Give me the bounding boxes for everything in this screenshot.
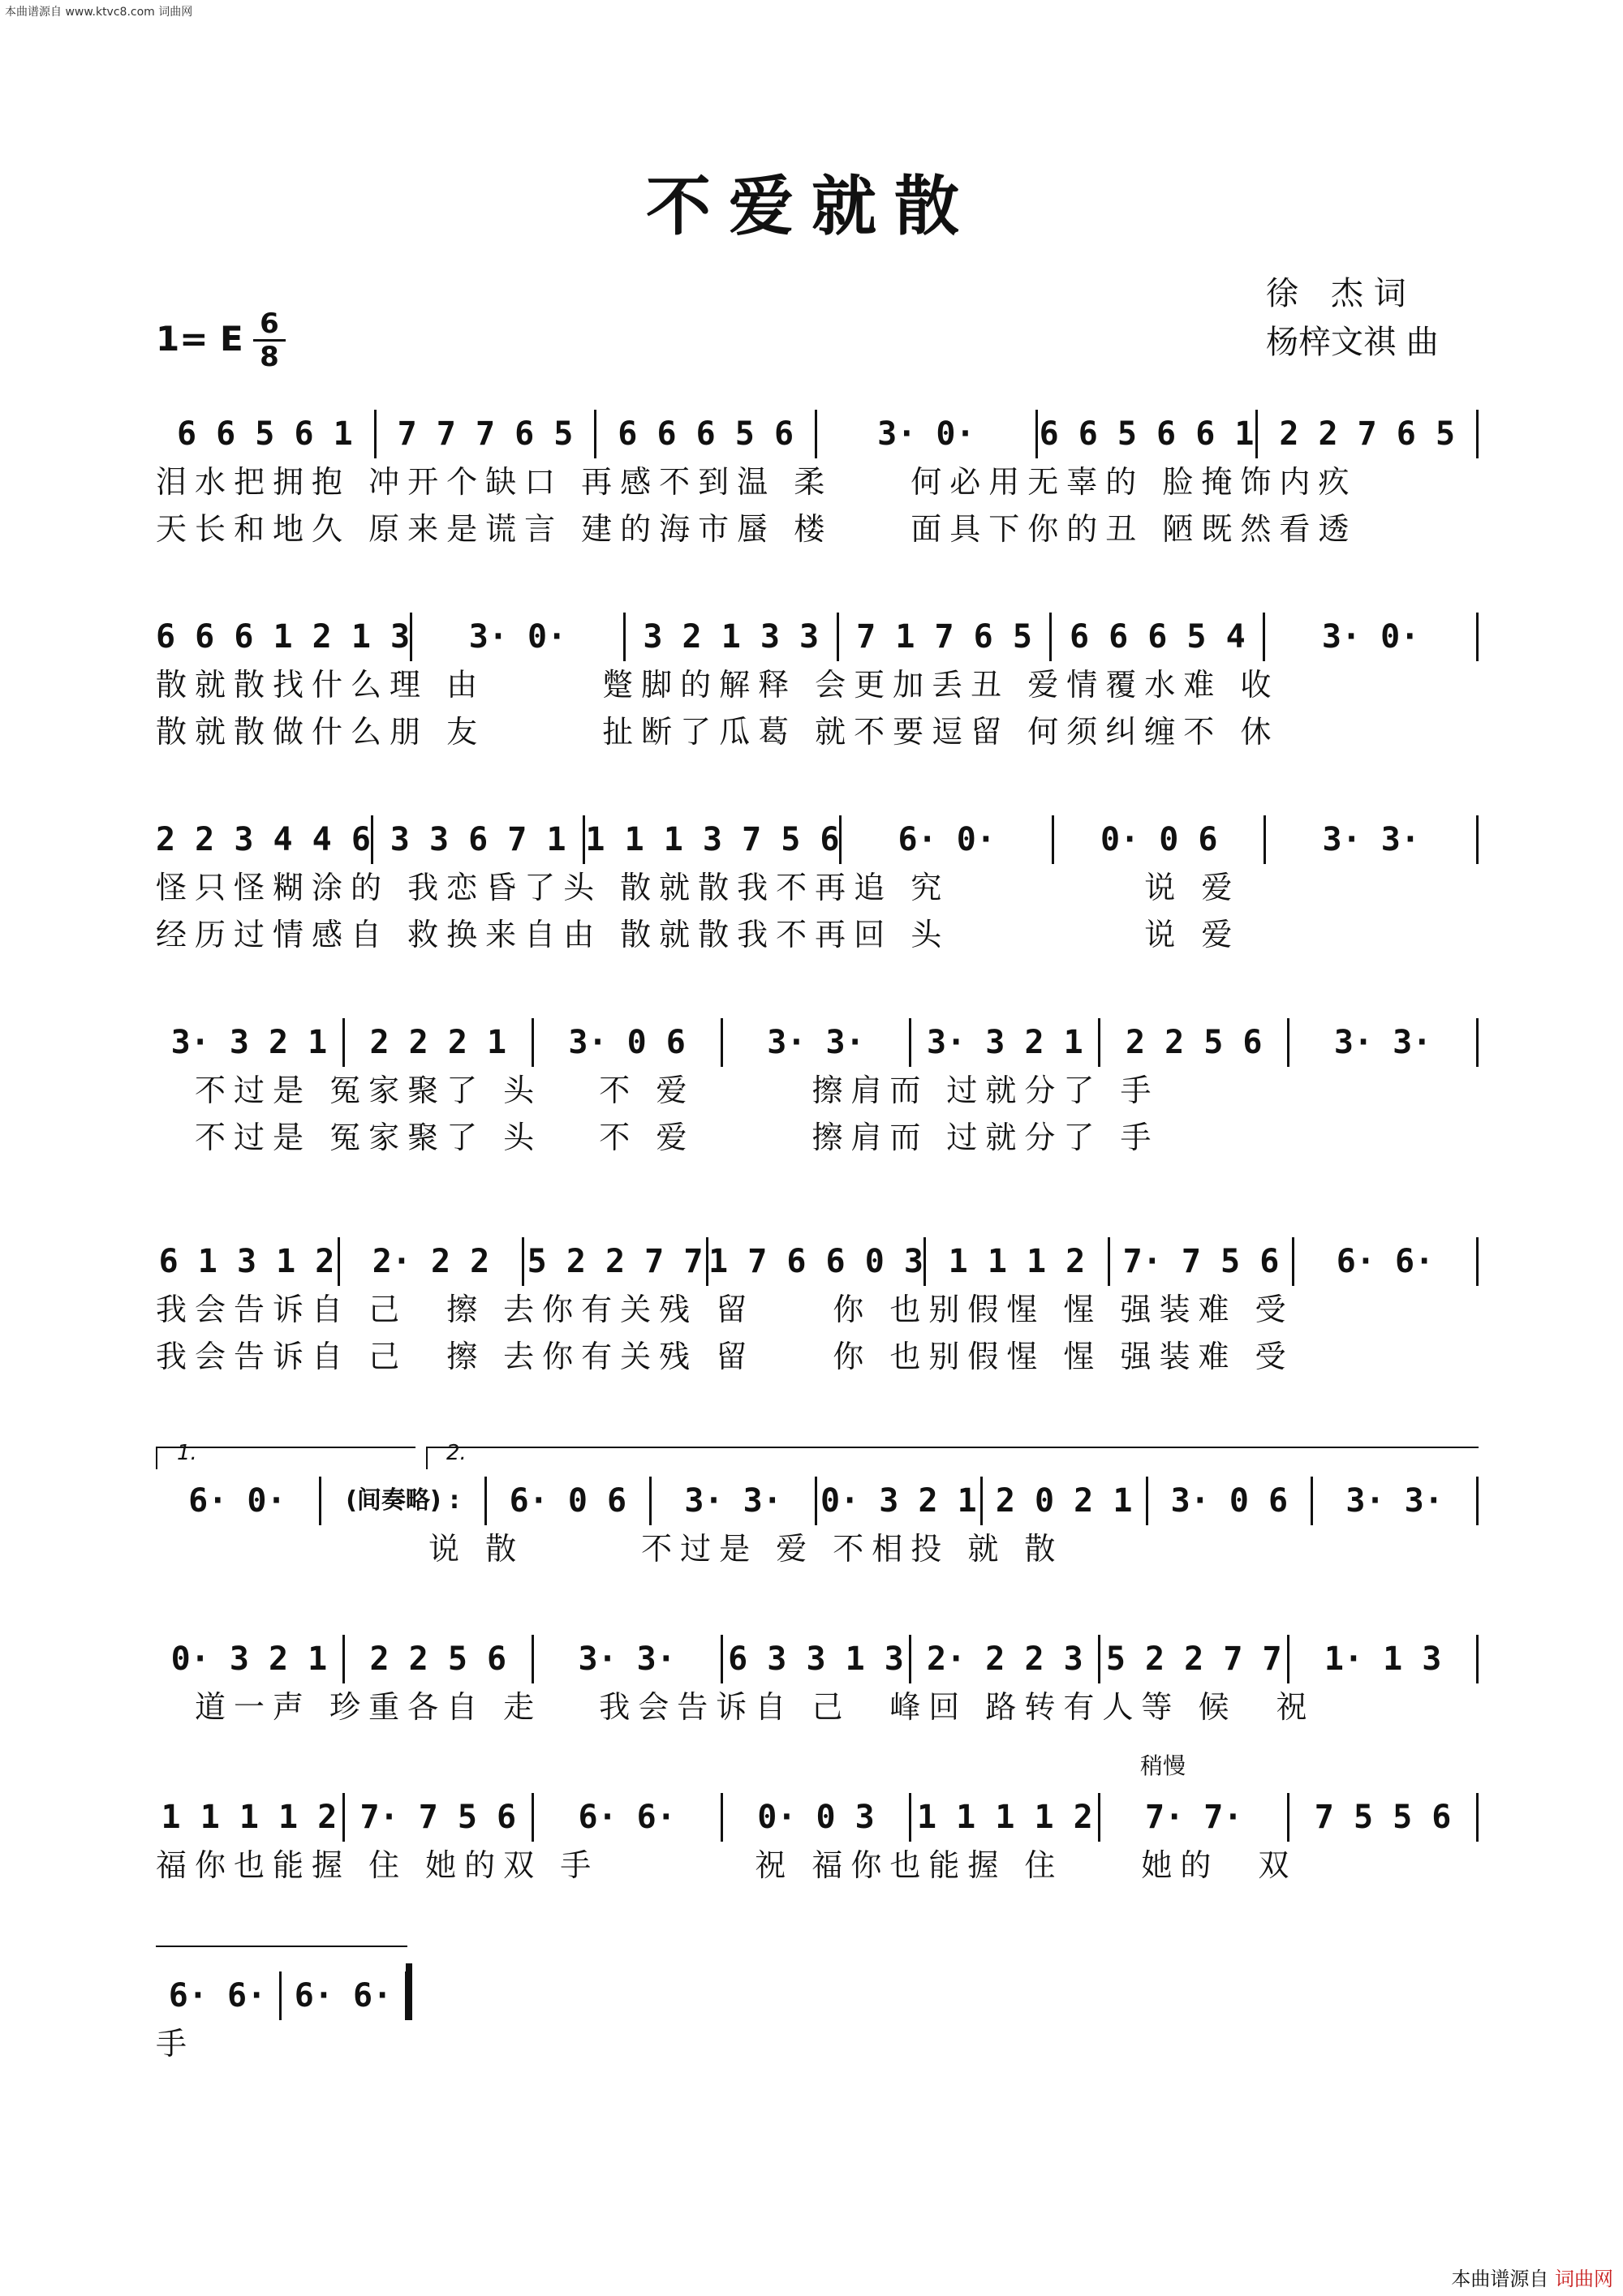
measure: 3· 3 2 1 [911, 1018, 1100, 1067]
measure: 2· 2 2 [340, 1237, 524, 1286]
time-signature-bottom: 8 [260, 341, 279, 373]
notation-row [156, 1635, 1479, 1683]
measure: 2 2 5 6 [1100, 1018, 1289, 1067]
measure: 2 2 5 6 [345, 1635, 534, 1683]
measure: 0· 3 2 1 [156, 1635, 345, 1683]
score-system-5 [156, 1237, 1479, 1380]
measure: 2· 2 2 3 [911, 1635, 1100, 1683]
measure: 5 2 2 7 7 [524, 1237, 708, 1286]
lyrics-verse-1: 我会告诉自 己 擦 去你有关残 留 你 也别假惺 惺 强装难 受 [156, 1292, 1294, 1327]
measure: 3· 0 6 [1148, 1477, 1314, 1525]
notation-row [156, 1237, 1479, 1286]
lyricist-credit: 徐 杰 词 [1266, 275, 1406, 312]
page-title: 不爱就散 [646, 168, 977, 244]
lyrics-verse-1: 手 [156, 2026, 196, 2062]
lyrics-verse-1: 说 散 不过是 爱 不相投 就 散 [156, 1531, 1064, 1567]
measure: 2 2 7 6 5 [1258, 410, 1479, 458]
measure: 1 1 1 1 2 [911, 1793, 1100, 1842]
score-system-8 [156, 1793, 1479, 1889]
volta-line-2 [426, 1447, 1479, 1448]
footer-right: 词曲网 [1555, 2268, 1613, 2290]
measure: 0· 0 3 [723, 1793, 912, 1842]
measure: 6 6 6 1 2 1 3 [156, 613, 412, 661]
measure: 3· 0 6 [534, 1018, 723, 1067]
volta-label-1: 1. [177, 1441, 197, 1465]
score-system-6 [156, 1477, 1479, 1572]
notation-row [156, 410, 1479, 458]
final-barline [406, 1963, 412, 2020]
notation-row [156, 1793, 1479, 1842]
notation-row [156, 1018, 1479, 1067]
measure: 7 1 7 6 5 [839, 613, 1053, 661]
score-system-3 [156, 815, 1479, 958]
measure: 3· 3· [1266, 815, 1479, 864]
measure: 3· 0· [1265, 613, 1479, 661]
measure: 6· 0· [842, 815, 1054, 864]
lyrics-verse-2: 不过是 冤家聚了 头 不 爱 擦肩而 过就分了 手 [156, 1120, 1160, 1155]
measure: 7 7 7 6 5 [377, 410, 597, 458]
lyrics-verse-2: 我会告诉自 己 擦 去你有关残 留 你 也别假惺 惺 强装难 受 [156, 1339, 1294, 1374]
measure: 1 1 1 2 [926, 1237, 1110, 1286]
measure: 6 6 5 6 1 [156, 410, 377, 458]
time-signature-top: 6 [260, 307, 279, 340]
notation-row [156, 1477, 1479, 1525]
measure: 2 2 2 1 [345, 1018, 534, 1067]
lyrics-verse-1: 散就散找什么理 由 蹩脚的解释 会更加丢丑 爱情覆水难 收 [156, 667, 1280, 703]
measure: 7· 7 5 6 [345, 1793, 534, 1842]
measure: 7· 7· [1100, 1793, 1289, 1842]
volta-bracket-1 [156, 1447, 157, 1469]
measure: 6· 0 6 [487, 1477, 652, 1525]
lyrics-verse-2: 经历过情感自 救换来自由 散就散我不再回 头 说 爱 [156, 917, 1241, 952]
measure: 6· 6· [282, 1971, 407, 2020]
measure: 3 3 6 7 1 [373, 815, 586, 864]
notation-row [156, 613, 1479, 661]
key-signature: 1= E [156, 319, 243, 359]
measure: 6· 0· [156, 1477, 321, 1525]
final-volta-line [156, 1946, 407, 1947]
volta-label-2: 2. [446, 1441, 467, 1465]
measure: 7· 7 5 6 [1110, 1237, 1294, 1286]
lyrics-verse-2: 散就散做什么朋 友 扯断了瓜葛 就不要逗留 何须纠缠不 休 [156, 714, 1280, 750]
measure: 3 2 1 3 3 [626, 613, 839, 661]
measure: 6 6 5 6 6 1 [1038, 410, 1259, 458]
measure: 3· 3 2 1 [156, 1018, 345, 1067]
measure: 6 3 3 1 3 [723, 1635, 912, 1683]
measure: 1· 1 3 [1289, 1635, 1479, 1683]
score-system-1 [156, 410, 1479, 553]
tempo-marking: 稍慢 [1140, 1752, 1186, 1779]
time-signature [253, 308, 286, 372]
lyrics-verse-2: 天长和地久 原来是谎言 建的海市蜃 楼 面具下你的丑 陋既然看透 [156, 511, 1358, 547]
header-source: 本曲谱源自 www.ktvc8.com 词曲网 [5, 6, 193, 19]
measure: 0· 3 2 1 [817, 1477, 983, 1525]
footer-left: 本曲谱源自 [1451, 2268, 1549, 2290]
measure: 6· 6· [534, 1793, 723, 1842]
measure: 3· 3· [1313, 1477, 1479, 1525]
measure: 3· 3· [1289, 1018, 1479, 1067]
measure: 6 6 6 5 4 [1052, 613, 1265, 661]
measure: 2 2 3 4 4 6 [156, 815, 373, 864]
measure: 0· 0 6 [1054, 815, 1267, 864]
measure: 1 7 6 6 0 3 [708, 1237, 926, 1286]
notation-row [156, 1971, 407, 2020]
footer-brand [1451, 2263, 1613, 2291]
lyrics-verse-1: 福你也能握 住 她的双 手 祝 福你也能握 住 她的 双 [156, 1847, 1298, 1883]
measure: 2 0 2 1 [983, 1477, 1148, 1525]
measure: 5 2 2 7 7 [1100, 1635, 1289, 1683]
measure: 6 1 3 1 2 [156, 1237, 340, 1286]
measure: 3· 3· [723, 1018, 912, 1067]
measure: 6· 6· [156, 1971, 282, 2020]
lyrics-verse-1: 不过是 冤家聚了 头 不 爱 擦肩而 过就分了 手 [156, 1073, 1160, 1108]
measure: 6 6 6 5 6 [596, 410, 817, 458]
score-system-9 [156, 1971, 407, 2067]
measure: 3· 0· [817, 410, 1038, 458]
composer-credit: 杨梓文祺 曲 [1266, 324, 1439, 361]
volta-bracket-2 [426, 1447, 428, 1469]
measure: 7 5 5 6 [1289, 1793, 1479, 1842]
lyrics-verse-1: 泪水把拥抱 冲开个缺口 再感不到温 柔 何必用无辜的 脸掩饰内疚 [156, 464, 1358, 500]
measure: 3· 3· [534, 1635, 723, 1683]
measure: 6· 6· [1294, 1237, 1479, 1286]
measure: 1 1 1 3 7 5 6 [585, 815, 842, 864]
score-system-7 [156, 1635, 1479, 1731]
score-system-4 [156, 1018, 1479, 1161]
measure: 1 1 1 1 2 [156, 1793, 345, 1842]
measure: 3· 0· [412, 613, 626, 661]
score-system-2 [156, 613, 1479, 755]
lyrics-verse-1: 怪只怪糊涂的 我恋昏了头 散就散我不再追 究 说 爱 [156, 870, 1241, 905]
lyrics-verse-1: 道一声 珍重各自 走 我会告诉自 己 峰回 路转有人等 候 祝 [156, 1689, 1315, 1725]
measure: 3· 3· [652, 1477, 817, 1525]
measure: (间奏略) : [321, 1477, 487, 1525]
notation-row [156, 815, 1479, 864]
